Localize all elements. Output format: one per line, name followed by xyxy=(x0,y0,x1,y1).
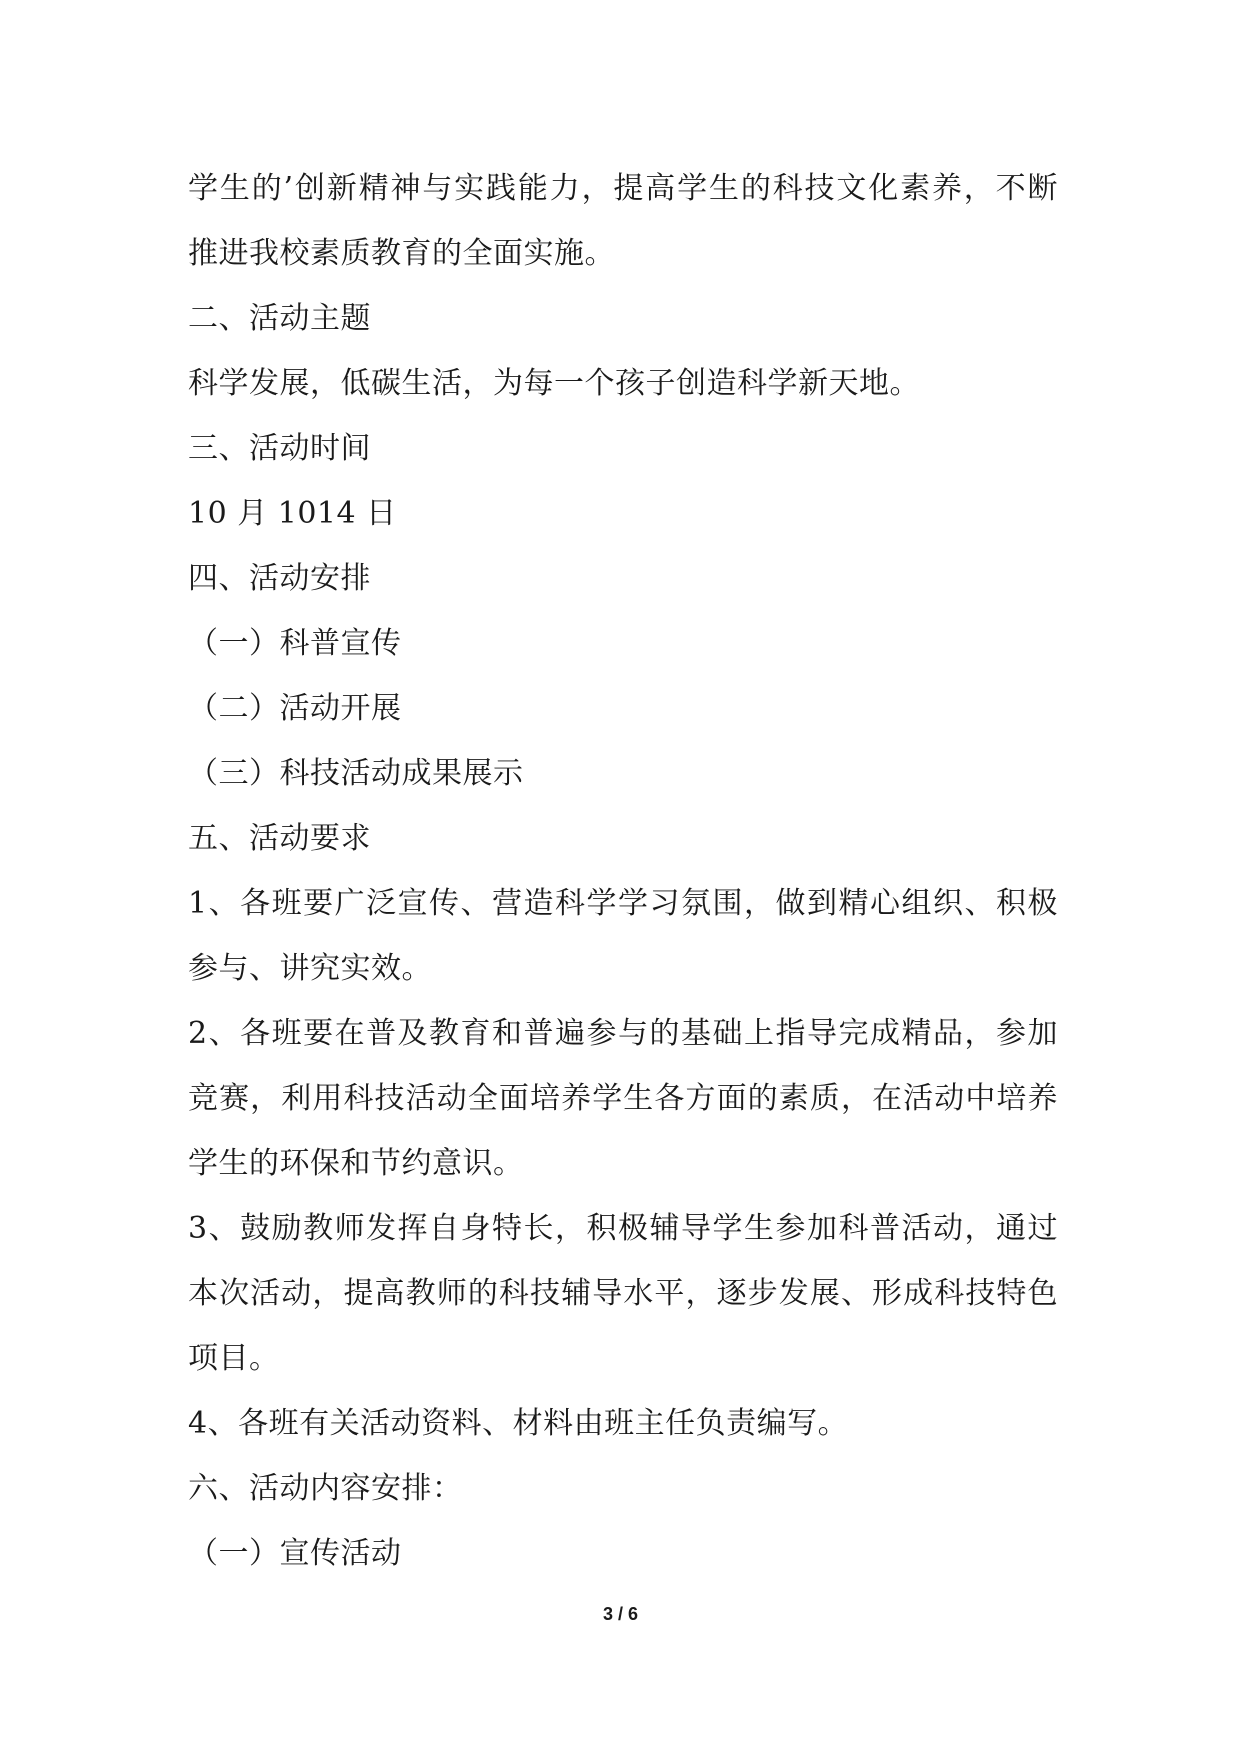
paragraph-line: 学生的环保和节约意识。 xyxy=(188,1146,524,1181)
paragraph-line: 科学发展，低碳生活，为每一个孩子创造科学新天地。 xyxy=(188,366,920,401)
section-heading-arrangement: 四、活动安排 xyxy=(188,561,371,596)
section-heading-time: 三、活动时间 xyxy=(188,431,371,466)
paragraph-line: 参与、讲究实效。 xyxy=(188,951,432,986)
paragraph-line: 3、鼓励教师发挥自身特长，积极辅导学生参加科普活动，通过 xyxy=(188,1211,1058,1246)
paragraph-line: 项目。 xyxy=(188,1341,280,1376)
list-item: （二）活动开展 xyxy=(188,691,402,726)
paragraph-line: 学生的’创新精神与实践能力，提高学生的科技文化素养，不断 xyxy=(188,171,1058,206)
section-heading-content: 六、活动内容安排： xyxy=(188,1471,463,1506)
section-heading-theme: 二、活动主题 xyxy=(188,301,371,336)
paragraph-line: 4、各班有关活动资料、材料由班主任负责编写。 xyxy=(188,1406,849,1441)
paragraph-line: 1、各班要广泛宣传、营造科学学习氛围，做到精心组织、积极 xyxy=(188,886,1058,921)
document-body xyxy=(188,156,1058,1586)
paragraph-line: 本次活动，提高教师的科技辅导水平，逐步发展、形成科技特色 xyxy=(188,1276,1058,1311)
section-heading-requirements: 五、活动要求 xyxy=(188,821,371,856)
paragraph-line: 推进我校素质教育的全面实施。 xyxy=(188,236,615,271)
page-number: 3 / 6 xyxy=(602,1604,639,1624)
paragraph-line: 竞赛，利用科技活动全面培养学生各方面的素质，在活动中培养 xyxy=(188,1081,1058,1116)
paragraph-line: 10 月 1014 日 xyxy=(188,496,397,531)
paragraph-line: 2、各班要在普及教育和普遍参与的基础上指导完成精品，参加 xyxy=(188,1016,1058,1051)
list-item: （一）科普宣传 xyxy=(188,626,402,661)
list-item: （三）科技活动成果展示 xyxy=(188,756,524,791)
list-item: （一）宣传活动 xyxy=(188,1536,402,1571)
